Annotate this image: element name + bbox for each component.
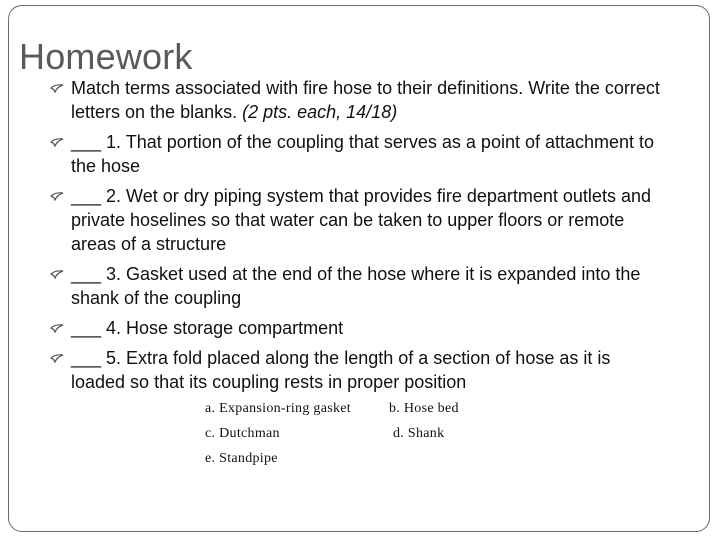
swoosh-bullet-icon [50, 83, 64, 93]
bullet-text: ___ 3. Gasket used at the end of the hose where it is expanded into the shank of the coupling [71, 264, 641, 308]
choice-e: e. Standpipe [205, 451, 278, 466]
points-note: (2 pts. each, 14/18) [242, 102, 398, 122]
swoosh-bullet-icon [50, 323, 64, 333]
choice-d: d. Shank [393, 426, 445, 441]
slide-title: Homework [19, 36, 193, 77]
choice-c: c. Dutchman [205, 426, 280, 441]
bullet-text: ___ 1. That portion of the coupling that serves as a point of attachment to the hose [71, 132, 655, 176]
choice-a: a. Expansion-ring gasket [205, 401, 351, 416]
bullet-question-3 [0, 262, 720, 310]
swoosh-bullet-icon [50, 191, 64, 201]
swoosh-bullet-icon [50, 353, 64, 363]
swoosh-bullet-icon [50, 269, 64, 279]
bullet-text: Match terms associated with fire hose to their definitions. Write the correct letters on the blanks. [71, 78, 660, 122]
bullet-question-1 [0, 130, 720, 178]
choice-b: b. Hose bed [389, 401, 459, 416]
bullet-instructions [0, 76, 720, 124]
bullet-text: ___ 4. Hose storage compartment [71, 318, 344, 338]
bullet-question-2 [0, 184, 720, 256]
bullet-list [0, 76, 720, 400]
bullet-text: ___ 2. Wet or dry piping system that provides fire department outlets and private hoselines so that water can be taken to upper floors or remote areas of a structure [71, 186, 651, 254]
bullet-question-4 [0, 316, 720, 340]
bullet-question-5 [0, 346, 720, 394]
bullet-text: ___ 5. Extra fold placed along the length of a section of hose as it is loaded so that its coupling rests in proper position [71, 348, 611, 392]
swoosh-bullet-icon [50, 137, 64, 147]
